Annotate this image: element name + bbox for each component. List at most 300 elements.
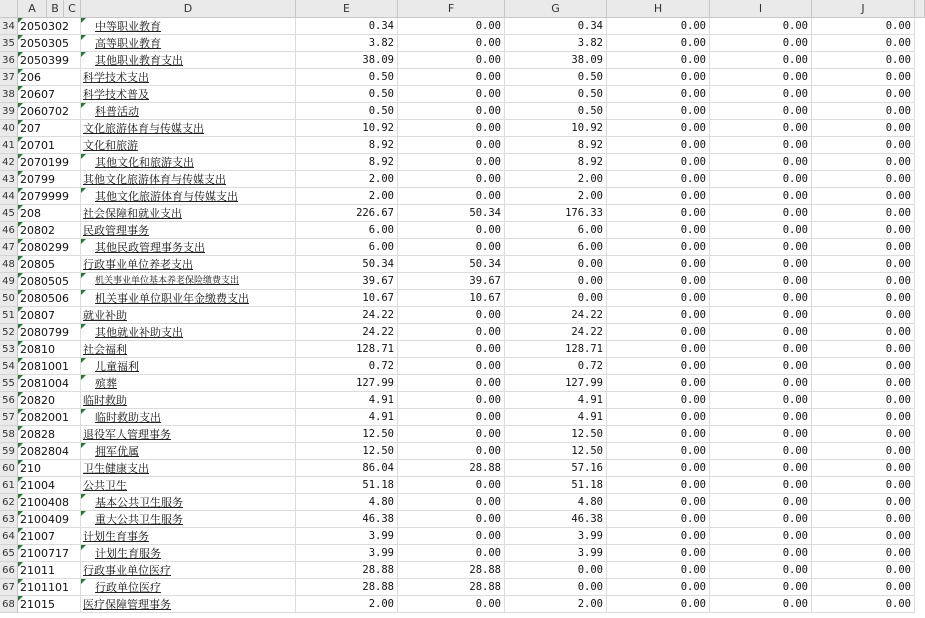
cell-code[interactable] [18, 120, 81, 137]
cell-name[interactable]: 殡葬 [81, 375, 296, 392]
cell-name[interactable]: 医疗保障管理事务 [81, 596, 296, 613]
cell-g[interactable]: 0.00 [505, 290, 607, 307]
cell-f[interactable]: 0.00 [398, 137, 505, 154]
cell-j[interactable]: 0.00 [812, 120, 915, 137]
cell-name[interactable]: 机关事业单位职业年金缴费支出 [81, 290, 296, 307]
cell-code[interactable] [18, 35, 81, 52]
cell-h[interactable]: 0.00 [607, 273, 710, 290]
cell-i[interactable]: 0.00 [710, 137, 812, 154]
cell-g[interactable]: 128.71 [505, 341, 607, 358]
row-header[interactable]: 59 [0, 443, 18, 460]
cell-e[interactable]: 4.91 [296, 392, 398, 409]
cell-code[interactable] [18, 239, 81, 256]
cell-h[interactable]: 0.00 [607, 324, 710, 341]
cell-code[interactable] [18, 511, 81, 528]
cell-i[interactable]: 0.00 [710, 256, 812, 273]
cell-g[interactable]: 0.50 [505, 103, 607, 120]
row-header[interactable]: 45 [0, 205, 18, 222]
cell-name[interactable]: 科学技术普及 [81, 86, 296, 103]
cell-e[interactable]: 3.99 [296, 528, 398, 545]
cell-i[interactable]: 0.00 [710, 562, 812, 579]
cell-i[interactable]: 0.00 [710, 511, 812, 528]
cell-name[interactable]: 社会福利 [81, 341, 296, 358]
cell-j[interactable]: 0.00 [812, 358, 915, 375]
cell-i[interactable]: 0.00 [710, 392, 812, 409]
cell-e[interactable]: 0.72 [296, 358, 398, 375]
cell-i[interactable]: 0.00 [710, 545, 812, 562]
cell-f[interactable]: 0.00 [398, 494, 505, 511]
cell-i[interactable]: 0.00 [710, 443, 812, 460]
cell-h[interactable]: 0.00 [607, 307, 710, 324]
cell-i[interactable]: 0.00 [710, 205, 812, 222]
cell-i[interactable]: 0.00 [710, 579, 812, 596]
cell-h[interactable]: 0.00 [607, 290, 710, 307]
cell-i[interactable]: 0.00 [710, 154, 812, 171]
cell-e[interactable]: 86.04 [296, 460, 398, 477]
row-header[interactable]: 61 [0, 477, 18, 494]
cell-j[interactable]: 0.00 [812, 103, 915, 120]
cell-code[interactable] [18, 426, 81, 443]
column-header-h[interactable]: H [607, 0, 710, 18]
cell-e[interactable]: 0.50 [296, 86, 398, 103]
row-header[interactable]: 65 [0, 545, 18, 562]
cell-e[interactable]: 4.91 [296, 409, 398, 426]
cell-j[interactable]: 0.00 [812, 154, 915, 171]
cell-h[interactable]: 0.00 [607, 596, 710, 613]
cell-f[interactable]: 28.88 [398, 562, 505, 579]
cell-name[interactable]: 其他职业教育支出 [81, 52, 296, 69]
cell-e[interactable]: 0.50 [296, 69, 398, 86]
cell-f[interactable]: 0.00 [398, 477, 505, 494]
cell-g[interactable]: 0.00 [505, 273, 607, 290]
row-header[interactable]: 44 [0, 188, 18, 205]
cell-name[interactable]: 行政事业单位医疗 [81, 562, 296, 579]
cell-e[interactable]: 39.67 [296, 273, 398, 290]
cell-h[interactable]: 0.00 [607, 579, 710, 596]
cell-i[interactable]: 0.00 [710, 528, 812, 545]
cell-name[interactable]: 科学技术支出 [81, 69, 296, 86]
row-header[interactable]: 36 [0, 52, 18, 69]
column-header-f[interactable]: F [398, 0, 505, 18]
cell-code[interactable] [18, 137, 81, 154]
cell-code[interactable] [18, 341, 81, 358]
cell-name[interactable]: 重大公共卫生服务 [81, 511, 296, 528]
cell-f[interactable]: 0.00 [398, 188, 505, 205]
cell-f[interactable]: 0.00 [398, 35, 505, 52]
cell-g[interactable]: 8.92 [505, 154, 607, 171]
cell-j[interactable]: 0.00 [812, 511, 915, 528]
cell-h[interactable]: 0.00 [607, 35, 710, 52]
cell-f[interactable]: 0.00 [398, 222, 505, 239]
cell-name[interactable]: 中等职业教育 [81, 18, 296, 35]
row-header[interactable]: 60 [0, 460, 18, 477]
cell-e[interactable]: 51.18 [296, 477, 398, 494]
cell-g[interactable]: 24.22 [505, 307, 607, 324]
cell-g[interactable]: 2.00 [505, 171, 607, 188]
cell-i[interactable]: 0.00 [710, 171, 812, 188]
cell-name[interactable]: 临时救助支出 [81, 409, 296, 426]
cell-e[interactable]: 28.88 [296, 562, 398, 579]
cell-name[interactable]: 退役军人管理事务 [81, 426, 296, 443]
cell-j[interactable]: 0.00 [812, 239, 915, 256]
cell-g[interactable]: 38.09 [505, 52, 607, 69]
cell-j[interactable]: 0.00 [812, 273, 915, 290]
cell-f[interactable]: 0.00 [398, 324, 505, 341]
cell-code[interactable] [18, 154, 81, 171]
cell-name[interactable]: 计划生育事务 [81, 528, 296, 545]
row-header[interactable]: 52 [0, 324, 18, 341]
column-header-a[interactable]: A [18, 0, 47, 18]
cell-i[interactable]: 0.00 [710, 239, 812, 256]
cell-g[interactable]: 3.99 [505, 528, 607, 545]
cell-j[interactable]: 0.00 [812, 494, 915, 511]
cell-f[interactable]: 0.00 [398, 528, 505, 545]
cell-h[interactable]: 0.00 [607, 409, 710, 426]
cell-i[interactable]: 0.00 [710, 222, 812, 239]
cell-e[interactable]: 226.67 [296, 205, 398, 222]
cell-i[interactable]: 0.00 [710, 596, 812, 613]
cell-name[interactable]: 高等职业教育 [81, 35, 296, 52]
cell-e[interactable]: 0.34 [296, 18, 398, 35]
cell-name[interactable]: 科普活动 [81, 103, 296, 120]
row-header[interactable]: 46 [0, 222, 18, 239]
cell-f[interactable]: 0.00 [398, 596, 505, 613]
cell-e[interactable]: 3.99 [296, 545, 398, 562]
row-header[interactable]: 53 [0, 341, 18, 358]
cell-h[interactable]: 0.00 [607, 103, 710, 120]
cell-f[interactable]: 0.00 [398, 239, 505, 256]
cell-e[interactable]: 8.92 [296, 137, 398, 154]
cell-h[interactable]: 0.00 [607, 375, 710, 392]
column-header-e[interactable]: E [296, 0, 398, 18]
column-header-g[interactable]: G [505, 0, 607, 18]
cell-h[interactable]: 0.00 [607, 69, 710, 86]
cell-f[interactable]: 0.00 [398, 307, 505, 324]
cell-j[interactable]: 0.00 [812, 528, 915, 545]
cell-f[interactable]: 50.34 [398, 256, 505, 273]
cell-j[interactable]: 0.00 [812, 290, 915, 307]
row-header[interactable]: 66 [0, 562, 18, 579]
cell-i[interactable]: 0.00 [710, 86, 812, 103]
cell-code[interactable] [18, 596, 81, 613]
cell-e[interactable]: 2.00 [296, 171, 398, 188]
cell-j[interactable]: 0.00 [812, 545, 915, 562]
cell-h[interactable]: 0.00 [607, 562, 710, 579]
cell-e[interactable]: 127.99 [296, 375, 398, 392]
cell-name[interactable]: 计划生育服务 [81, 545, 296, 562]
cell-e[interactable]: 8.92 [296, 154, 398, 171]
row-header[interactable]: 64 [0, 528, 18, 545]
cell-name[interactable]: 其他就业补助支出 [81, 324, 296, 341]
cell-i[interactable]: 0.00 [710, 103, 812, 120]
row-header[interactable]: 62 [0, 494, 18, 511]
cell-g[interactable]: 0.00 [505, 562, 607, 579]
cell-code[interactable] [18, 103, 81, 120]
cell-g[interactable]: 51.18 [505, 477, 607, 494]
cell-j[interactable]: 0.00 [812, 256, 915, 273]
cell-i[interactable]: 0.00 [710, 290, 812, 307]
cell-f[interactable]: 28.88 [398, 579, 505, 596]
cell-e[interactable]: 2.00 [296, 188, 398, 205]
cell-code[interactable] [18, 290, 81, 307]
cell-name[interactable]: 其他文化和旅游支出 [81, 154, 296, 171]
cell-g[interactable]: 4.80 [505, 494, 607, 511]
cell-name[interactable]: 拥军优属 [81, 443, 296, 460]
row-header[interactable]: 67 [0, 579, 18, 596]
cell-j[interactable]: 0.00 [812, 137, 915, 154]
cell-code[interactable] [18, 324, 81, 341]
row-header[interactable]: 57 [0, 409, 18, 426]
cell-j[interactable]: 0.00 [812, 426, 915, 443]
cell-g[interactable]: 12.50 [505, 443, 607, 460]
cell-f[interactable]: 0.00 [398, 511, 505, 528]
row-header[interactable]: 56 [0, 392, 18, 409]
cell-f[interactable]: 0.00 [398, 154, 505, 171]
cell-h[interactable]: 0.00 [607, 18, 710, 35]
cell-e[interactable]: 50.34 [296, 256, 398, 273]
cell-j[interactable]: 0.00 [812, 579, 915, 596]
cell-code[interactable] [18, 18, 81, 35]
cell-i[interactable]: 0.00 [710, 18, 812, 35]
cell-e[interactable]: 128.71 [296, 341, 398, 358]
cell-h[interactable]: 0.00 [607, 477, 710, 494]
cell-e[interactable]: 28.88 [296, 579, 398, 596]
column-header-b[interactable]: B [47, 0, 64, 18]
cell-h[interactable]: 0.00 [607, 460, 710, 477]
row-header[interactable]: 54 [0, 358, 18, 375]
cell-g[interactable]: 4.91 [505, 409, 607, 426]
cell-g[interactable]: 8.92 [505, 137, 607, 154]
cell-h[interactable]: 0.00 [607, 443, 710, 460]
cell-name[interactable]: 文化和旅游 [81, 137, 296, 154]
cell-g[interactable]: 2.00 [505, 188, 607, 205]
row-header[interactable]: 63 [0, 511, 18, 528]
cell-e[interactable]: 6.00 [296, 239, 398, 256]
cell-i[interactable]: 0.00 [710, 494, 812, 511]
cell-h[interactable]: 0.00 [607, 120, 710, 137]
cell-code[interactable] [18, 52, 81, 69]
cell-g[interactable]: 0.34 [505, 18, 607, 35]
cell-j[interactable]: 0.00 [812, 222, 915, 239]
cell-name[interactable]: 民政管理事务 [81, 222, 296, 239]
cell-code[interactable] [18, 477, 81, 494]
cell-g[interactable]: 0.00 [505, 256, 607, 273]
cell-code[interactable] [18, 545, 81, 562]
cell-name[interactable]: 其他文化旅游体育与传媒支出 [81, 188, 296, 205]
cell-code[interactable] [18, 443, 81, 460]
cell-name[interactable]: 社会保障和就业支出 [81, 205, 296, 222]
row-header[interactable]: 50 [0, 290, 18, 307]
row-header[interactable]: 39 [0, 103, 18, 120]
cell-j[interactable]: 0.00 [812, 35, 915, 52]
cell-e[interactable]: 10.92 [296, 120, 398, 137]
cell-g[interactable]: 3.99 [505, 545, 607, 562]
cell-e[interactable]: 12.50 [296, 426, 398, 443]
cell-e[interactable]: 46.38 [296, 511, 398, 528]
cell-f[interactable]: 0.00 [398, 103, 505, 120]
cell-code[interactable] [18, 460, 81, 477]
cell-e[interactable]: 38.09 [296, 52, 398, 69]
row-header[interactable]: 43 [0, 171, 18, 188]
column-header-j[interactable]: J [812, 0, 915, 18]
cell-h[interactable]: 0.00 [607, 256, 710, 273]
cell-g[interactable]: 3.82 [505, 35, 607, 52]
cell-f[interactable]: 0.00 [398, 375, 505, 392]
cell-g[interactable]: 2.00 [505, 596, 607, 613]
cell-h[interactable]: 0.00 [607, 494, 710, 511]
cell-h[interactable]: 0.00 [607, 171, 710, 188]
cell-f[interactable]: 0.00 [398, 443, 505, 460]
cell-name[interactable]: 就业补助 [81, 307, 296, 324]
cell-code[interactable] [18, 358, 81, 375]
row-header[interactable]: 51 [0, 307, 18, 324]
cell-g[interactable]: 6.00 [505, 239, 607, 256]
cell-name[interactable]: 其他文化旅游体育与传媒支出 [81, 171, 296, 188]
select-all-corner[interactable] [0, 0, 18, 18]
cell-f[interactable]: 50.34 [398, 205, 505, 222]
row-header[interactable]: 40 [0, 120, 18, 137]
cell-i[interactable]: 0.00 [710, 409, 812, 426]
row-header[interactable]: 48 [0, 256, 18, 273]
cell-h[interactable]: 0.00 [607, 426, 710, 443]
cell-j[interactable]: 0.00 [812, 392, 915, 409]
cell-h[interactable]: 0.00 [607, 511, 710, 528]
cell-h[interactable]: 0.00 [607, 341, 710, 358]
cell-f[interactable]: 39.67 [398, 273, 505, 290]
cell-e[interactable]: 12.50 [296, 443, 398, 460]
cell-h[interactable]: 0.00 [607, 392, 710, 409]
cell-g[interactable]: 57.16 [505, 460, 607, 477]
cell-g[interactable]: 176.33 [505, 205, 607, 222]
cell-i[interactable]: 0.00 [710, 375, 812, 392]
cell-f[interactable]: 0.00 [398, 409, 505, 426]
cell-g[interactable]: 0.00 [505, 579, 607, 596]
cell-i[interactable]: 0.00 [710, 52, 812, 69]
cell-g[interactable]: 46.38 [505, 511, 607, 528]
cell-code[interactable] [18, 273, 81, 290]
cell-i[interactable]: 0.00 [710, 307, 812, 324]
cell-name[interactable]: 其他民政管理事务支出 [81, 239, 296, 256]
cell-f[interactable]: 0.00 [398, 52, 505, 69]
cell-j[interactable]: 0.00 [812, 443, 915, 460]
cell-name[interactable]: 行政单位医疗 [81, 579, 296, 596]
column-header-d[interactable]: D [81, 0, 296, 18]
cell-e[interactable]: 10.67 [296, 290, 398, 307]
row-header[interactable]: 35 [0, 35, 18, 52]
cell-i[interactable]: 0.00 [710, 188, 812, 205]
cell-h[interactable]: 0.00 [607, 205, 710, 222]
cell-g[interactable]: 0.50 [505, 86, 607, 103]
cell-f[interactable]: 0.00 [398, 545, 505, 562]
row-header[interactable]: 41 [0, 137, 18, 154]
cell-i[interactable]: 0.00 [710, 69, 812, 86]
row-header[interactable]: 34 [0, 18, 18, 35]
cell-g[interactable]: 12.50 [505, 426, 607, 443]
cell-h[interactable]: 0.00 [607, 358, 710, 375]
cell-code[interactable] [18, 222, 81, 239]
cell-f[interactable]: 0.00 [398, 392, 505, 409]
cell-name[interactable]: 公共卫生 [81, 477, 296, 494]
cell-j[interactable]: 0.00 [812, 307, 915, 324]
cell-g[interactable]: 24.22 [505, 324, 607, 341]
cell-f[interactable]: 0.00 [398, 341, 505, 358]
cell-f[interactable]: 0.00 [398, 171, 505, 188]
cell-f[interactable]: 0.00 [398, 69, 505, 86]
cell-j[interactable]: 0.00 [812, 18, 915, 35]
cell-code[interactable] [18, 69, 81, 86]
cell-g[interactable]: 6.00 [505, 222, 607, 239]
cell-code[interactable] [18, 171, 81, 188]
cell-name[interactable]: 文化旅游体育与传媒支出 [81, 120, 296, 137]
cell-name[interactable]: 儿童福利 [81, 358, 296, 375]
cell-g[interactable]: 0.50 [505, 69, 607, 86]
cell-code[interactable] [18, 409, 81, 426]
cell-g[interactable]: 127.99 [505, 375, 607, 392]
cell-j[interactable]: 0.00 [812, 596, 915, 613]
cell-name[interactable]: 机关事业单位基本养老保险缴费支出 [81, 273, 296, 290]
row-header[interactable]: 49 [0, 273, 18, 290]
cell-j[interactable]: 0.00 [812, 341, 915, 358]
cell-j[interactable]: 0.00 [812, 86, 915, 103]
cell-code[interactable] [18, 579, 81, 596]
cell-i[interactable]: 0.00 [710, 324, 812, 341]
cell-i[interactable]: 0.00 [710, 477, 812, 494]
cell-g[interactable]: 4.91 [505, 392, 607, 409]
cell-j[interactable]: 0.00 [812, 52, 915, 69]
cell-name[interactable]: 卫生健康支出 [81, 460, 296, 477]
cell-i[interactable]: 0.00 [710, 120, 812, 137]
cell-code[interactable] [18, 205, 81, 222]
row-header[interactable]: 38 [0, 86, 18, 103]
cell-j[interactable]: 0.00 [812, 69, 915, 86]
cell-f[interactable]: 0.00 [398, 120, 505, 137]
cell-h[interactable]: 0.00 [607, 86, 710, 103]
cell-f[interactable]: 28.88 [398, 460, 505, 477]
cell-code[interactable] [18, 562, 81, 579]
cell-g[interactable]: 10.92 [505, 120, 607, 137]
cell-i[interactable]: 0.00 [710, 273, 812, 290]
cell-code[interactable] [18, 375, 81, 392]
cell-e[interactable]: 3.82 [296, 35, 398, 52]
cell-e[interactable]: 24.22 [296, 307, 398, 324]
cell-name[interactable]: 临时救助 [81, 392, 296, 409]
row-header[interactable]: 37 [0, 69, 18, 86]
cell-h[interactable]: 0.00 [607, 545, 710, 562]
cell-code[interactable] [18, 307, 81, 324]
cell-e[interactable]: 6.00 [296, 222, 398, 239]
row-header[interactable]: 47 [0, 239, 18, 256]
cell-f[interactable]: 0.00 [398, 86, 505, 103]
cell-g[interactable]: 0.72 [505, 358, 607, 375]
cell-f[interactable]: 0.00 [398, 18, 505, 35]
cell-code[interactable] [18, 86, 81, 103]
cell-e[interactable]: 24.22 [296, 324, 398, 341]
cell-j[interactable]: 0.00 [812, 188, 915, 205]
row-header[interactable]: 42 [0, 154, 18, 171]
cell-h[interactable]: 0.00 [607, 52, 710, 69]
cell-j[interactable]: 0.00 [812, 477, 915, 494]
cell-e[interactable]: 2.00 [296, 596, 398, 613]
cell-j[interactable]: 0.00 [812, 562, 915, 579]
row-header[interactable]: 58 [0, 426, 18, 443]
cell-code[interactable] [18, 256, 81, 273]
cell-code[interactable] [18, 188, 81, 205]
cell-e[interactable]: 0.50 [296, 103, 398, 120]
cell-h[interactable]: 0.00 [607, 239, 710, 256]
cell-i[interactable]: 0.00 [710, 341, 812, 358]
cell-code[interactable] [18, 494, 81, 511]
cell-e[interactable]: 4.80 [296, 494, 398, 511]
